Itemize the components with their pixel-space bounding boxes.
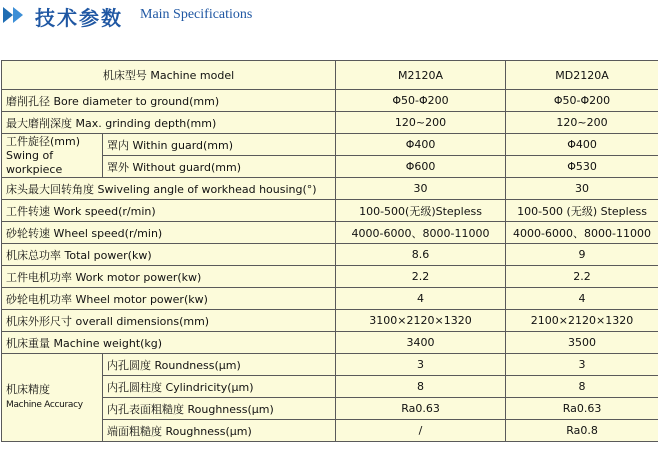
table-row bbox=[2, 134, 658, 156]
table-row bbox=[2, 178, 658, 200]
cell-value: 4000-6000、8000-11000 bbox=[336, 222, 506, 244]
table-row bbox=[2, 61, 658, 90]
accuracy-group-label bbox=[2, 354, 103, 442]
model-label: 机床型号 Machine model bbox=[2, 61, 336, 90]
cell-value: 100-500 (无级) Stepless bbox=[506, 200, 658, 222]
cell-value: Φ400 bbox=[336, 134, 506, 156]
table-row bbox=[2, 266, 658, 288]
chevron-right-icon bbox=[13, 7, 23, 23]
page-header bbox=[0, 0, 658, 36]
row-label: 内孔圆柱度 Cylindricity(μm) bbox=[103, 376, 336, 398]
swing-label-cn: 工件旋径(mm) bbox=[6, 134, 81, 148]
row-label: 床头最大回转角度 Swiveling angle of workhead housing(°) bbox=[2, 178, 336, 200]
cell-value: Φ400 bbox=[506, 134, 658, 156]
cell-value: 2.2 bbox=[506, 266, 658, 288]
table-row bbox=[2, 354, 658, 376]
row-label: 内孔圆度 Roundness(μm) bbox=[103, 354, 336, 376]
row-label: 磨削孔径 Bore diameter to ground(mm) bbox=[2, 90, 336, 112]
row-label: 最大磨削深度 Max. grinding depth(mm) bbox=[2, 112, 336, 134]
chevron-right-icon bbox=[3, 7, 13, 23]
cell-value: 3 bbox=[336, 354, 506, 376]
swing-group-label bbox=[2, 134, 103, 178]
table-row bbox=[2, 332, 658, 354]
cell-value: 30 bbox=[506, 178, 658, 200]
specifications-table bbox=[1, 60, 658, 442]
accuracy-label-cn: 机床精度 bbox=[6, 383, 50, 396]
title-chinese: 技术参数 bbox=[35, 6, 123, 30]
table-row bbox=[2, 244, 658, 266]
row-label: 罩内 Within guard(mm) bbox=[103, 134, 336, 156]
cell-value: 8.6 bbox=[336, 244, 506, 266]
cell-value: 3100×2120×1320 bbox=[336, 310, 506, 332]
cell-value: 3 bbox=[506, 354, 658, 376]
row-label: 机床总功率 Total power(kw) bbox=[2, 244, 336, 266]
cell-value: 100-500(无级)Stepless bbox=[336, 200, 506, 222]
cell-value: Φ530 bbox=[506, 156, 658, 178]
cell-value: Φ600 bbox=[336, 156, 506, 178]
cell-value: 120~200 bbox=[336, 112, 506, 134]
model-name: M2120A bbox=[336, 61, 506, 90]
row-label: 砂轮转速 Wheel speed(r/min) bbox=[2, 222, 336, 244]
table-row bbox=[2, 222, 658, 244]
cell-value: / bbox=[336, 420, 506, 442]
cell-value: 3400 bbox=[336, 332, 506, 354]
cell-value: Ra0.8 bbox=[506, 420, 658, 442]
cell-value: Φ50-Φ200 bbox=[336, 90, 506, 112]
cell-value: Φ50-Φ200 bbox=[506, 90, 658, 112]
cell-value: 4 bbox=[336, 288, 506, 310]
swing-label-en: Swing of workpiece bbox=[6, 148, 63, 176]
table-row bbox=[2, 288, 658, 310]
accuracy-label-en: Machine Accuracy bbox=[6, 400, 83, 410]
cell-value: 4 bbox=[506, 288, 658, 310]
cell-value: 8 bbox=[336, 376, 506, 398]
row-label: 内孔表面粗糙度 Roughness(μm) bbox=[103, 398, 336, 420]
row-label: 端面粗糙度 Roughness(μm) bbox=[103, 420, 336, 442]
table-row bbox=[2, 90, 658, 112]
cell-value: 30 bbox=[336, 178, 506, 200]
row-label: 罩外 Without guard(mm) bbox=[103, 156, 336, 178]
row-label: 砂轮电机功率 Wheel motor power(kw) bbox=[2, 288, 336, 310]
cell-value: 8 bbox=[506, 376, 658, 398]
row-label: 工件转速 Work speed(r/min) bbox=[2, 200, 336, 222]
table-row bbox=[2, 112, 658, 134]
cell-value: 2.2 bbox=[336, 266, 506, 288]
model-name: MD2120A bbox=[506, 61, 658, 90]
cell-value: 4000-6000、8000-11000 bbox=[506, 222, 658, 244]
row-label: 机床外形尺寸 overall dimensions(mm) bbox=[2, 310, 336, 332]
cell-value: Ra0.63 bbox=[506, 398, 658, 420]
title-english: Main Specifications bbox=[140, 7, 253, 22]
cell-value: Ra0.63 bbox=[336, 398, 506, 420]
row-label: 机床重量 Machine weight(kg) bbox=[2, 332, 336, 354]
cell-value: 2100×2120×1320 bbox=[506, 310, 658, 332]
row-label: 工件电机功率 Work motor power(kw) bbox=[2, 266, 336, 288]
cell-value: 120~200 bbox=[506, 112, 658, 134]
cell-value: 9 bbox=[506, 244, 658, 266]
table-row bbox=[2, 310, 658, 332]
table-row bbox=[2, 200, 658, 222]
cell-value: 3500 bbox=[506, 332, 658, 354]
